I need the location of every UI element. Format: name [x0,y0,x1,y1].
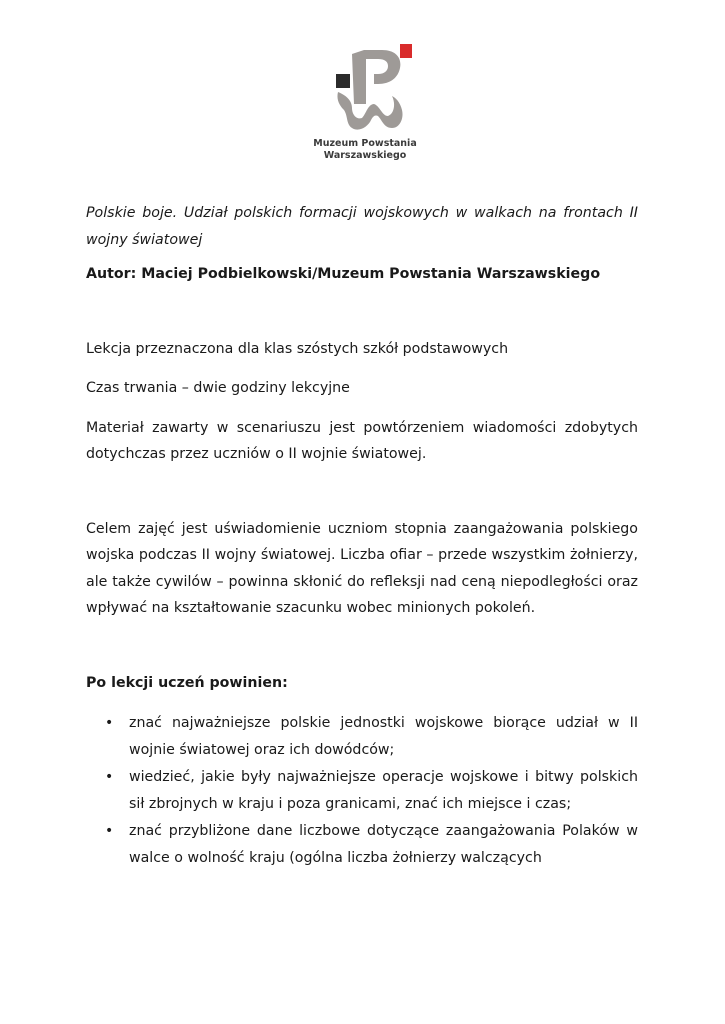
list-item-text: wiedzieć, jakie były najważniejsze operacje wojskowe i bitwy polskich sił zbrojnych w kraju i poza granicami, znać ich miejsce i czas; [129,769,638,812]
document-author: Autor: Maciej Podbielkowski/Muzeum Powstania Warszawskiego [86,266,601,282]
bullet-icon: • [105,769,114,785]
objectives-list [86,710,638,871]
material-paragraph: Materiał zawarty w scenariuszu jest powtórzeniem wiadomości zdobytych dotychczas przez uczniów o II wojnie światowej. [86,419,638,462]
list-item [86,764,638,817]
list-item-text: znać przybliżone dane liczbowe dotyczące zaangażowania Polaków w walce o wolność kraju (ogólna liczba żołnierzy walczących [129,823,638,866]
logo-name-line2: Warszawskiego [323,150,407,161]
list-item [86,710,638,763]
bullet-icon: • [105,823,114,839]
kotwica-anchor-icon [330,44,412,136]
list-item-text: znać najważniejsze polskie jednostki wojskowe biorące udział w II wojnie światowej oraz ich dowódców; [129,715,638,758]
duration-paragraph: Czas trwania – dwie godziny lekcyjne [86,380,350,396]
objectives-heading: Po lekcji uczeń powinien: [86,674,288,691]
audience-paragraph: Lekcja przeznaczona dla klas szóstych szkół podstawowych [86,340,509,357]
list-item [86,818,638,871]
logo-text [300,138,430,162]
document-body [86,200,638,872]
dark-square [336,74,350,88]
museum-logo [300,40,430,170]
document-title: Polskie boje. Udział polskich formacji wojskowych w walkach na frontach II wojny światowej [86,205,638,248]
red-square [400,44,412,58]
goal-paragraph: Celem zajęć jest uświadomienie uczniom stopnia zaangażowania polskiego wojska podczas II wojny światowej. Liczba ofiar – przede wszystkim żołnierzy, ale także cywilów – powinna skłonić do refleksji nad ceną niepodległości oraz wpływać na kształtowanie szacunku wobec minionych pokoleń. [86,520,638,616]
logo-name-line1: Muzeum Powstania [313,138,417,149]
bullet-icon: • [105,715,114,731]
